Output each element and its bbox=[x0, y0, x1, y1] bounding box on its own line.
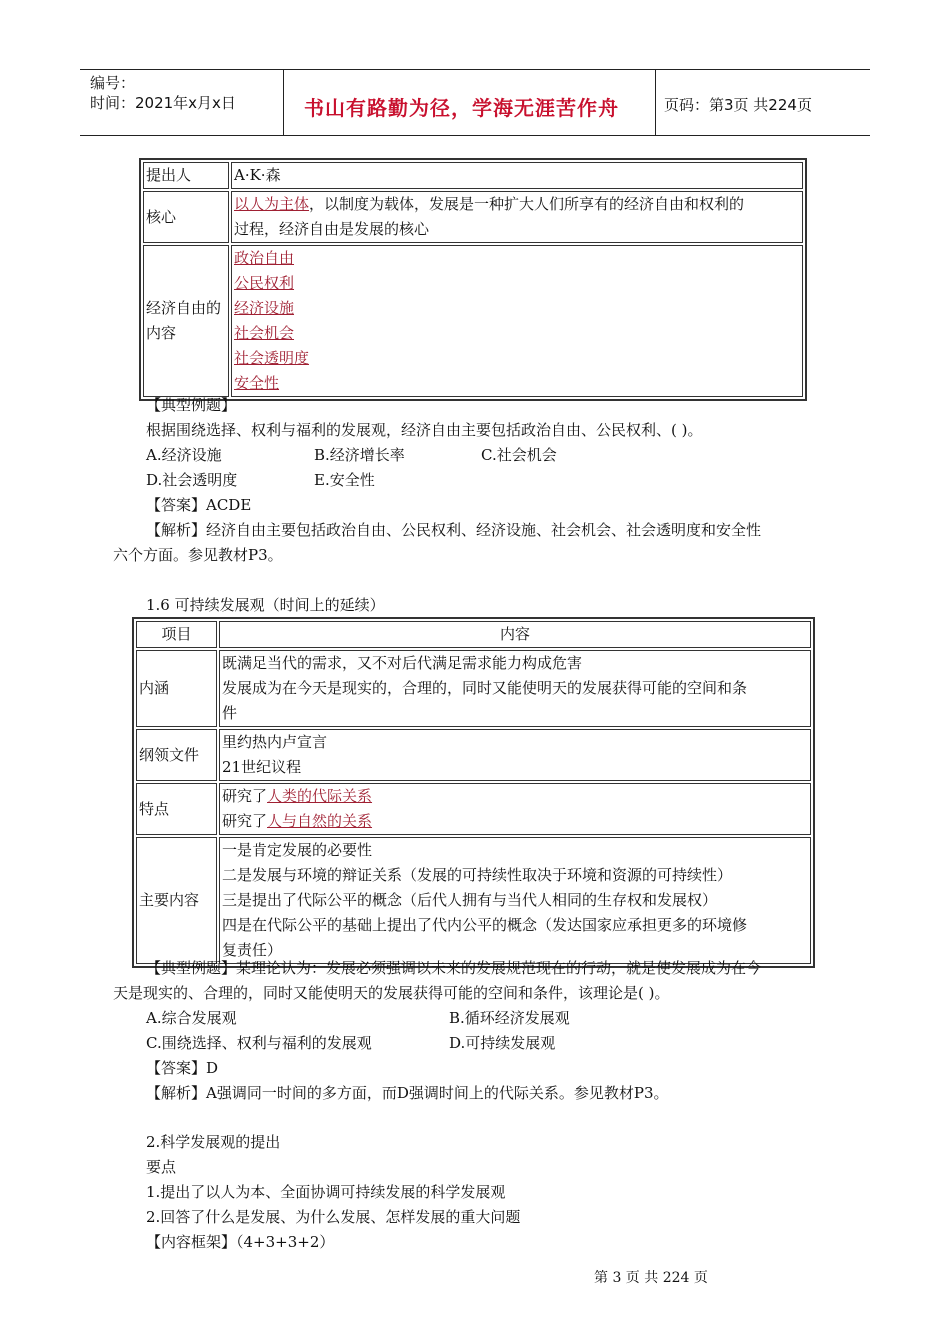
table-row bbox=[136, 837, 811, 964]
example2-option-c: C.围绕选择、权利与福利的发展观 bbox=[146, 1034, 372, 1052]
link-security[interactable]: 安全性 bbox=[234, 374, 280, 392]
core-label: 核心 bbox=[143, 191, 229, 243]
row-value-documents: 里约热内卢宣言 21世纪议程 bbox=[219, 729, 811, 781]
link-political-freedom[interactable]: 政治自由 bbox=[234, 249, 295, 267]
link-civil-rights[interactable]: 公民权利 bbox=[234, 274, 295, 292]
example1-question: 根据围绕选择、权利与福利的发展观，经济自由主要包括政治自由、公民权利、( )。 bbox=[146, 421, 703, 439]
sustainable-development-table bbox=[132, 617, 815, 968]
link-human-nature[interactable]: 人与自然的关系 bbox=[267, 812, 373, 830]
row-value-connotation: 既满足当代的需求，又不对后代满足需求能力构成危害 发展成为在今天是现实的，合理的，同时又能使明天的发展获得可能的空间和条 件 bbox=[219, 650, 811, 727]
table-header-row bbox=[136, 621, 811, 648]
header-bottom-rule bbox=[80, 135, 870, 136]
link-economic-facilities[interactable]: 经济设施 bbox=[234, 299, 295, 317]
section2-title: 2.科学发展观的提出 bbox=[146, 1133, 281, 1151]
table-row bbox=[136, 650, 811, 727]
header-divider-left bbox=[283, 69, 284, 135]
example1-option-b: B.经济增长率 bbox=[314, 446, 405, 464]
example1-option-a: A.经济设施 bbox=[146, 446, 222, 464]
header-divider-right bbox=[655, 69, 656, 135]
section2-point-2: 2.回答了什么是发展、为什么发展、怎样发展的重大问题 bbox=[146, 1208, 521, 1226]
table-row bbox=[136, 729, 811, 781]
serial-label: 编号： bbox=[90, 74, 136, 92]
proposer-value: A·K·森 bbox=[231, 162, 803, 189]
header-top-rule bbox=[80, 69, 870, 70]
col-header-content: 内容 bbox=[219, 621, 811, 648]
core-value: 以人为主体，以制度为载体，发展是一种扩大人们所享有的经济自由和权利的 过程，经济自由是发展的核心 bbox=[231, 191, 803, 243]
economic-freedom-table bbox=[139, 158, 807, 401]
col-header-item: 项目 bbox=[136, 621, 217, 648]
section2-framework: 【内容框架】（4+3+3+2） bbox=[146, 1233, 335, 1251]
link-transparency[interactable]: 社会透明度 bbox=[234, 349, 310, 367]
row-label-main-content: 主要内容 bbox=[136, 837, 217, 964]
table-row bbox=[136, 783, 811, 835]
table-row bbox=[143, 245, 803, 397]
section16-title: 1.6 可持续发展观（时间上的延续） bbox=[146, 596, 385, 614]
page-label: 页码：第3页 共224页 bbox=[664, 96, 812, 114]
example1-answer: 【答案】ACDE bbox=[146, 496, 252, 514]
example1-option-d: D.社会透明度 bbox=[146, 471, 238, 489]
example1-analysis: 【解析】经济自由主要包括政治自由、公民权利、经济设施、社会机会、社会透明度和安全性 bbox=[146, 521, 762, 539]
link-social-opportunities[interactable]: 社会机会 bbox=[234, 324, 295, 342]
link-intergenerational[interactable]: 人类的代际关系 bbox=[267, 787, 373, 805]
example1-heading: 【典型例题】 bbox=[146, 396, 237, 414]
example2-option-d: D.可持续发展观 bbox=[449, 1034, 556, 1052]
core-link[interactable]: 以人为主体 bbox=[234, 195, 310, 213]
example1-analysis-cont: 六个方面。参见教材P3。 bbox=[113, 546, 283, 564]
example2-option-b: B.循环经济发展观 bbox=[449, 1009, 570, 1027]
row-value-features: 研究了人类的代际关系 研究了人与自然的关系 bbox=[219, 783, 811, 835]
row-value-main-content: 一是肯定发展的必要性 二是发展与环境的辩证关系（发展的可持续性取决于环境和资源的可持续性） 三是提出了代际公平的概念（后代人拥有与当代人相同的生存权和发展权） 四是在代际公平的基础上提出了代内公平的概念（发达国家应承担更多的环境修 复责任） bbox=[219, 837, 811, 964]
example2-answer: 【答案】D bbox=[146, 1059, 219, 1077]
example1-option-c: C.社会机会 bbox=[481, 446, 557, 464]
row-label-documents: 纲领文件 bbox=[136, 729, 217, 781]
section2-point-1: 1.提出了以人为本、全面协调可持续发展的科学发展观 bbox=[146, 1183, 506, 1201]
table-row bbox=[143, 191, 803, 243]
content-label: 经济自由的内容 bbox=[143, 245, 229, 397]
example1-option-e: E.安全性 bbox=[314, 471, 375, 489]
example2-option-a: A.综合发展观 bbox=[146, 1009, 237, 1027]
footer-page-number: 第 3 页 共 224 页 bbox=[594, 1270, 708, 1286]
content-value bbox=[231, 245, 803, 397]
example2-analysis: 【解析】A强调同一时间的多方面，而D强调时间上的代际关系。参见教材P3。 bbox=[146, 1084, 669, 1102]
row-label-connotation: 内涵 bbox=[136, 650, 217, 727]
example2-line1: 【典型例题】某理论认为：发展必须强调以未来的发展规范现在的行动，就是使发展成为在今 bbox=[146, 959, 762, 977]
row-label-features: 特点 bbox=[136, 783, 217, 835]
example2-line2: 天是现实的、合理的，同时又能使明天的发展获得可能的空间和条件，该理论是( )。 bbox=[113, 984, 670, 1002]
proposer-label: 提出人 bbox=[143, 162, 229, 189]
date-label: 时间：2021年x月x日 bbox=[90, 94, 236, 112]
table-row bbox=[143, 162, 803, 189]
section2-key-points: 要点 bbox=[146, 1158, 177, 1176]
header-motto: 书山有路勤为径，学海无涯苦作舟 bbox=[304, 96, 619, 120]
